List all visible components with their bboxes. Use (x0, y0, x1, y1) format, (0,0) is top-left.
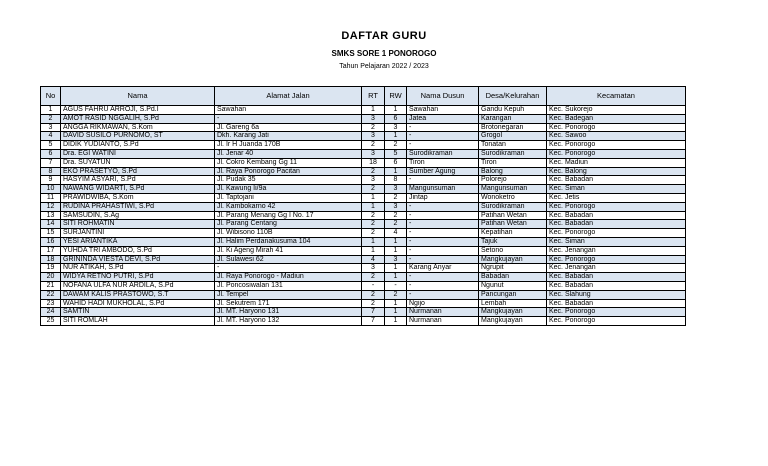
cell-rw: - (385, 281, 407, 290)
cell-nama: DIDIK YUDIANTO, S.Pd (61, 141, 215, 150)
cell-no: 25 (41, 317, 61, 326)
cell-alamat: Jl. Kawung Ii/9a (215, 185, 362, 194)
cell-desa: Tiron (479, 158, 547, 167)
cell-nama: EKO PRASETYO, S.Pd (61, 167, 215, 176)
cell-kecamatan: Kec. Sawoo (547, 132, 686, 141)
table-row (41, 273, 686, 282)
table-row (41, 141, 686, 150)
cell-alamat: Jl. Tempel (215, 290, 362, 299)
cell-no: 20 (41, 273, 61, 282)
cell-kecamatan: Kec. Ponorogo (547, 123, 686, 132)
table-row (41, 264, 686, 273)
cell-alamat: Jl. Pudak 35 (215, 176, 362, 185)
cell-rt: 7 (362, 308, 385, 317)
table-row (41, 132, 686, 141)
cell-rt: 2 (362, 123, 385, 132)
cell-nama: SAMTIN (61, 308, 215, 317)
cell-alamat: Jl. Taptojani (215, 193, 362, 202)
cell-alamat: Jl. Ki Ageng Mirah 41 (215, 246, 362, 255)
cell-nama: WIDYA RETNO PUTRI, S.Pd (61, 273, 215, 282)
table-row (41, 229, 686, 238)
col-header-rt: RT (362, 87, 385, 106)
cell-kecamatan: Kec. Jenangan (547, 246, 686, 255)
cell-dusun: Sumber Agung (407, 167, 479, 176)
academic-year: Tahun Pelajaran 2022 / 2023 (339, 63, 429, 70)
table-row (41, 255, 686, 264)
cell-alamat: - (215, 114, 362, 123)
cell-kecamatan: Kec. Babadan (547, 273, 686, 282)
document-title: DAFTAR GURU (341, 30, 427, 42)
cell-kecamatan: Kec. Babadan (547, 281, 686, 290)
cell-alamat: Jl. Ir H Juanda 170B (215, 141, 362, 150)
cell-kecamatan: Kec. Ponorogo (547, 149, 686, 158)
cell-desa: Surodikraman (479, 202, 547, 211)
cell-kecamatan: Kec. Ponorogo (547, 317, 686, 326)
table-row (41, 211, 686, 220)
cell-dusun: - (407, 132, 479, 141)
cell-dusun: Surodikraman (407, 149, 479, 158)
cell-rt: 1 (362, 193, 385, 202)
cell-desa: Ngunut (479, 281, 547, 290)
cell-dusun: - (407, 202, 479, 211)
cell-no: 10 (41, 185, 61, 194)
table-row (41, 106, 686, 115)
cell-nama: AGUS FAHRU ARROJI, S.Pd.I (61, 106, 215, 115)
table-row (41, 290, 686, 299)
cell-alamat: Jl. Raya Ponorogo - Madiun (215, 273, 362, 282)
cell-no: 18 (41, 255, 61, 264)
cell-kecamatan: Kec. Sukorejo (547, 106, 686, 115)
cell-rt: 3 (362, 176, 385, 185)
cell-dusun: Mangunsuman (407, 185, 479, 194)
cell-kecamatan: Kec. Ponorogo (547, 202, 686, 211)
col-header-rw: RW (385, 87, 407, 106)
cell-desa: Mangkujayan (479, 317, 547, 326)
cell-desa: Pancungan (479, 290, 547, 299)
table-row (41, 202, 686, 211)
cell-alamat: Jl. Parang Centang (215, 220, 362, 229)
cell-no: 3 (41, 123, 61, 132)
cell-desa: Mangkujayan (479, 255, 547, 264)
cell-kecamatan: Kec. Babadan (547, 220, 686, 229)
table-header-row (41, 87, 686, 106)
cell-nama: AMOT RASID NGGALIH, S.Pd (61, 114, 215, 123)
cell-rw: 4 (385, 229, 407, 238)
cell-kecamatan: Kec. Madiun (547, 158, 686, 167)
cell-rw: 1 (385, 167, 407, 176)
cell-kecamatan: Kec. Jenangan (547, 264, 686, 273)
cell-nama: GRININDA VIESTA DEVI, S.Pd (61, 255, 215, 264)
cell-rt: 3 (362, 264, 385, 273)
cell-no: 12 (41, 202, 61, 211)
cell-rw: 3 (385, 185, 407, 194)
cell-kecamatan: Kec. Ponorogo (547, 141, 686, 150)
cell-dusun: - (407, 281, 479, 290)
cell-no: 23 (41, 299, 61, 308)
table-row (41, 317, 686, 326)
col-header-dusun: Nama Dusun (407, 87, 479, 106)
cell-desa: Polorejo (479, 176, 547, 185)
cell-dusun: - (407, 176, 479, 185)
cell-dusun: Nurmanan (407, 317, 479, 326)
cell-rw: 5 (385, 149, 407, 158)
cell-rt: 2 (362, 167, 385, 176)
cell-no: 9 (41, 176, 61, 185)
cell-nama: NUR ATIKAH, S.Pd (61, 264, 215, 273)
col-header-kecamatan: Kecamatan (547, 87, 686, 106)
table-row (41, 299, 686, 308)
cell-rt: 2 (362, 229, 385, 238)
cell-no: 7 (41, 158, 61, 167)
cell-desa: Tajuk (479, 237, 547, 246)
col-header-desa: Desa/Kelurahan (479, 87, 547, 106)
cell-alamat: Dkh. Karang Jati (215, 132, 362, 141)
cell-rw: 2 (385, 193, 407, 202)
cell-nama: DAVID SUSILO PURNOMO, ST (61, 132, 215, 141)
cell-desa: Setono (479, 246, 547, 255)
cell-desa: Balong (479, 167, 547, 176)
cell-rw: 2 (385, 220, 407, 229)
cell-rt: 2 (362, 220, 385, 229)
cell-desa: Mangunsuman (479, 185, 547, 194)
cell-desa: Ngrupit (479, 264, 547, 273)
cell-alamat: Sawahan (215, 106, 362, 115)
cell-nama: YESI ARIANTIKA (61, 237, 215, 246)
cell-nama: SAMSUDIN, S.Ag (61, 211, 215, 220)
cell-rw: 6 (385, 158, 407, 167)
cell-kecamatan: Kec. Babadan (547, 176, 686, 185)
cell-rt: 1 (362, 246, 385, 255)
cell-nama: YUHDA TRI AMBODO, S.Pd (61, 246, 215, 255)
cell-rw: 1 (385, 308, 407, 317)
cell-dusun: - (407, 255, 479, 264)
cell-rw: 1 (385, 106, 407, 115)
table-row (41, 123, 686, 132)
cell-dusun: Karang Anyar (407, 264, 479, 273)
cell-no: 19 (41, 264, 61, 273)
cell-rw: 8 (385, 176, 407, 185)
cell-desa: Tonatan (479, 141, 547, 150)
cell-no: 13 (41, 211, 61, 220)
cell-alamat: Jl. Sekutrem 171 (215, 299, 362, 308)
table-row (41, 114, 686, 123)
cell-dusun: - (407, 237, 479, 246)
teacher-table (40, 86, 686, 326)
cell-no: 1 (41, 106, 61, 115)
table-row (41, 220, 686, 229)
cell-rt: 2 (362, 299, 385, 308)
cell-dusun: - (407, 290, 479, 299)
cell-rw: 1 (385, 246, 407, 255)
cell-no: 24 (41, 308, 61, 317)
cell-nama: WAHID HADI MUKHOLAL, S.Pd (61, 299, 215, 308)
cell-desa: Karangan (479, 114, 547, 123)
cell-rw: 3 (385, 202, 407, 211)
cell-rt: 1 (362, 202, 385, 211)
table-row (41, 246, 686, 255)
cell-kecamatan: Kec. Siman (547, 185, 686, 194)
cell-dusun: - (407, 141, 479, 150)
cell-alamat: Jl. Parang Menang Gg I No. 17 (215, 211, 362, 220)
cell-dusun: Tiron (407, 158, 479, 167)
cell-kecamatan: Kec. Siman (547, 237, 686, 246)
cell-dusun: - (407, 211, 479, 220)
cell-desa: Gandu Kepuh (479, 106, 547, 115)
cell-desa: Wonoketro (479, 193, 547, 202)
cell-nama: SURJANTINI (61, 229, 215, 238)
cell-rw: 2 (385, 290, 407, 299)
table-row (41, 281, 686, 290)
cell-kecamatan: Kec. Ponorogo (547, 255, 686, 264)
cell-kecamatan: Kec. Ponorogo (547, 308, 686, 317)
cell-nama: HASYIM ASYARI, S.Pd (61, 176, 215, 185)
cell-no: 11 (41, 193, 61, 202)
cell-alamat: Jl. MT. Haryono 131 (215, 308, 362, 317)
cell-dusun: - (407, 229, 479, 238)
cell-kecamatan: Kec. Ponorogo (547, 229, 686, 238)
cell-nama: DAWAM KALIS PRASTOWO, S.T (61, 290, 215, 299)
cell-no: 5 (41, 141, 61, 150)
cell-nama: RUDINA PRAHASTIWI, S.Pd (61, 202, 215, 211)
table-row (41, 149, 686, 158)
cell-nama: PRAWIDWIBA, S.Kom (61, 193, 215, 202)
cell-alamat: Jl. Raya Ponorogo Pacitan (215, 167, 362, 176)
cell-desa: Patihan Wetan (479, 220, 547, 229)
cell-rw: 1 (385, 299, 407, 308)
cell-alamat: Jl. Cokro Kembang Gg 11 (215, 158, 362, 167)
cell-dusun: - (407, 273, 479, 282)
cell-rw: 1 (385, 317, 407, 326)
cell-rw: 1 (385, 237, 407, 246)
table-row (41, 237, 686, 246)
cell-no: 14 (41, 220, 61, 229)
cell-nama: NAWANG WIDARTI, S.Pd (61, 185, 215, 194)
cell-desa: Lembah (479, 299, 547, 308)
cell-rw: 1 (385, 273, 407, 282)
cell-kecamatan: Kec. Badegan (547, 114, 686, 123)
cell-alamat: Jl. Poncosiwalan 131 (215, 281, 362, 290)
cell-nama: SITI ROHMATIN (61, 220, 215, 229)
cell-desa: Brotonegaran (479, 123, 547, 132)
cell-alamat: Jl. Kambokarno 42 (215, 202, 362, 211)
table-row (41, 176, 686, 185)
cell-rw: 2 (385, 141, 407, 150)
cell-rt: 2 (362, 290, 385, 299)
cell-dusun: Sawahan (407, 106, 479, 115)
cell-dusun: Jintap (407, 193, 479, 202)
col-header-no: No (41, 87, 61, 106)
cell-rw: 1 (385, 264, 407, 273)
cell-no: 15 (41, 229, 61, 238)
table-row (41, 193, 686, 202)
table-row (41, 158, 686, 167)
cell-rt: 3 (362, 114, 385, 123)
cell-dusun: - (407, 246, 479, 255)
cell-nama: SITI ROMLAH (61, 317, 215, 326)
cell-rt: 7 (362, 317, 385, 326)
cell-alamat: Jl. Gareng 6a (215, 123, 362, 132)
table-row (41, 185, 686, 194)
cell-dusun: Ngijo (407, 299, 479, 308)
cell-rt: 4 (362, 255, 385, 264)
table-row (41, 167, 686, 176)
col-header-alamat: Alamat Jalan (215, 87, 362, 106)
cell-rt: 2 (362, 185, 385, 194)
cell-rt: 1 (362, 106, 385, 115)
cell-kecamatan: Kec. Jetis (547, 193, 686, 202)
cell-no: 8 (41, 167, 61, 176)
cell-desa: Babadan (479, 273, 547, 282)
cell-no: 22 (41, 290, 61, 299)
cell-dusun: - (407, 123, 479, 132)
cell-alamat: Jl. Wibisono 110B (215, 229, 362, 238)
table-row (41, 308, 686, 317)
cell-rt: 18 (362, 158, 385, 167)
cell-no: 4 (41, 132, 61, 141)
cell-nama: ANGGA RIKMAWAN, S.Kom (61, 123, 215, 132)
cell-desa: Mangkujayan (479, 308, 547, 317)
cell-desa: Surodikraman (479, 149, 547, 158)
cell-dusun: - (407, 220, 479, 229)
cell-alamat: Jl. Halim Perdanakusuma 104 (215, 237, 362, 246)
cell-rw: 6 (385, 114, 407, 123)
cell-alamat: - (215, 264, 362, 273)
cell-alamat: Jl. MT. Haryono 132 (215, 317, 362, 326)
cell-dusun: Jatea (407, 114, 479, 123)
cell-kecamatan: Kec. Babadan (547, 211, 686, 220)
cell-rt: 2 (362, 211, 385, 220)
cell-rt: 3 (362, 149, 385, 158)
cell-rw: 1 (385, 132, 407, 141)
cell-nama: NOFANA ULFA NUR ARDILA, S.Pd (61, 281, 215, 290)
school-name: SMKS SORE 1 PONOROGO (331, 49, 437, 58)
cell-rw: 3 (385, 123, 407, 132)
cell-kecamatan: Kec. Babadan (547, 299, 686, 308)
cell-no: 21 (41, 281, 61, 290)
cell-kecamatan: Kec. Balong (547, 167, 686, 176)
cell-no: 16 (41, 237, 61, 246)
cell-no: 2 (41, 114, 61, 123)
cell-rt: 1 (362, 237, 385, 246)
cell-alamat: Jl. Jenar 40 (215, 149, 362, 158)
cell-no: 17 (41, 246, 61, 255)
cell-nama: Dra. EGI WATINI (61, 149, 215, 158)
cell-dusun: Nurmanan (407, 308, 479, 317)
cell-kecamatan: Kec. Slahung (547, 290, 686, 299)
cell-rt: 3 (362, 132, 385, 141)
cell-rw: 3 (385, 255, 407, 264)
cell-rt: - (362, 281, 385, 290)
cell-rw: 2 (385, 211, 407, 220)
cell-desa: Grogol (479, 132, 547, 141)
cell-desa: Patihan Wetan (479, 211, 547, 220)
cell-no: 6 (41, 149, 61, 158)
cell-alamat: Jl. Sulawesi 62 (215, 255, 362, 264)
cell-rt: 2 (362, 141, 385, 150)
col-header-nama: Nama (61, 87, 215, 106)
cell-nama: Dra. SUYATUN (61, 158, 215, 167)
cell-desa: Kepatihan (479, 229, 547, 238)
cell-rt: 2 (362, 273, 385, 282)
